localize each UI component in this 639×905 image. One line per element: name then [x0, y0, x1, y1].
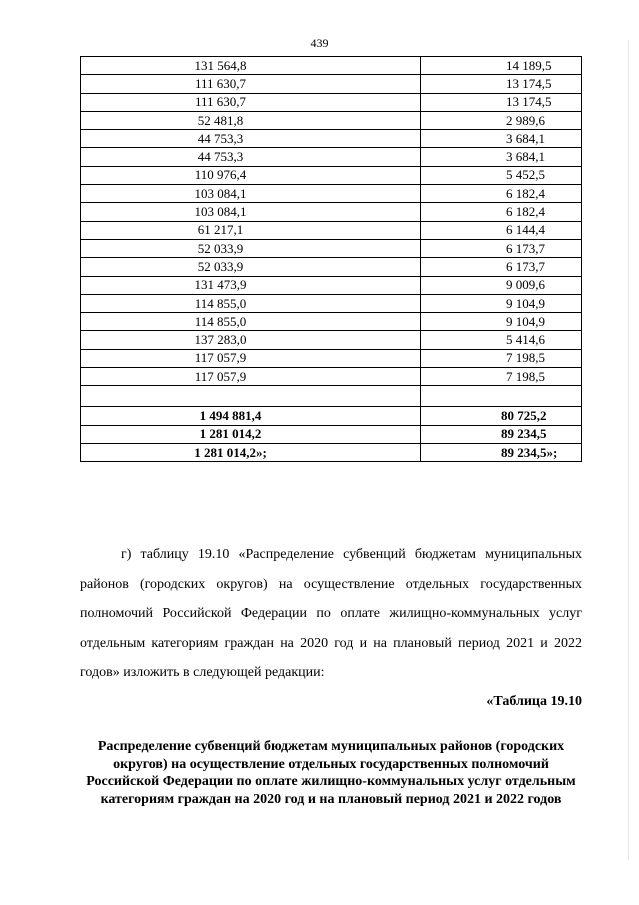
cell-amount-2021: 111 630,7: [81, 93, 421, 111]
cell-amount-2021: 131 564,8: [81, 57, 421, 75]
table-total-row: [81, 407, 582, 425]
budget-table: [80, 56, 582, 462]
cell-amount-2022: 9 104,9: [421, 294, 582, 312]
table-row: [81, 75, 582, 93]
cell-amount-2022: 13 174,5: [421, 75, 582, 93]
table-title: Распределение субвенций бюджетам муниципальных районов (городских округов) на осуществление отдельных государственных полномочий Российской Федерации по оплате жилищно-коммунальных услуг отдельным категориям граждан на 2020 год и на плановый период 2021 и 2022 годов: [86, 739, 576, 807]
cell-amount-2022: [421, 386, 582, 407]
cell-amount-2022: 7 198,5: [421, 349, 582, 367]
cell-amount-2021: 137 283,0: [81, 331, 421, 349]
cell-amount-2021: 131 473,9: [81, 276, 421, 294]
cell-amount-2022: 13 174,5: [421, 93, 582, 111]
cell-amount-2021: 52 481,8: [81, 111, 421, 129]
table-row: [81, 166, 582, 184]
table-row: [81, 294, 582, 312]
table-row: [81, 185, 582, 203]
table-row: [81, 258, 582, 276]
cell-amount-2021: 117 057,9: [81, 368, 421, 386]
cell-amount-2021: 61 217,1: [81, 221, 421, 239]
cell-amount-2022: 6 144,4: [421, 221, 582, 239]
table-row: [81, 111, 582, 129]
budget-table-body: [81, 57, 582, 462]
table-row: [81, 313, 582, 331]
cell-amount-2022: 6 173,7: [421, 258, 582, 276]
table-total-row: [81, 425, 582, 443]
page-number: 439: [310, 36, 329, 50]
table-row: [81, 203, 582, 221]
cell-amount-2021: 52 033,9: [81, 239, 421, 257]
table-row-empty: [81, 386, 582, 407]
cell-amount-2022: 6 182,4: [421, 203, 582, 221]
table-row: [81, 349, 582, 367]
cell-amount-2022: 3 684,1: [421, 130, 582, 148]
cell-amount-2021: 44 753,3: [81, 130, 421, 148]
table-row: [81, 57, 582, 75]
cell-amount-2021: 52 033,9: [81, 258, 421, 276]
cell-amount-2022: 6 182,4: [421, 185, 582, 203]
total-amount-col1: 1 281 014,2: [81, 425, 421, 443]
scan-edge-line: [628, 40, 629, 860]
table-row: [81, 331, 582, 349]
table-row: [81, 130, 582, 148]
total-amount-col2: 80 725,2: [421, 407, 582, 425]
cell-amount-2022: 2 989,6: [421, 111, 582, 129]
cell-amount-2021: 114 855,0: [81, 294, 421, 312]
cell-amount-2021: 110 976,4: [81, 166, 421, 184]
total-amount-col2: 89 234,5: [421, 425, 582, 443]
cell-amount-2021: 111 630,7: [81, 75, 421, 93]
cell-amount-2021: [81, 386, 421, 407]
cell-amount-2021: 117 057,9: [81, 349, 421, 367]
cell-amount-2022: 7 198,5: [421, 368, 582, 386]
table-caption: «Таблица 19.10: [486, 694, 582, 709]
cell-amount-2022: 9 009,6: [421, 276, 582, 294]
cell-amount-2021: 103 084,1: [81, 185, 421, 203]
table-total-row: [81, 443, 582, 461]
table-row: [81, 368, 582, 386]
cell-amount-2022: 3 684,1: [421, 148, 582, 166]
total-amount-col1: 1 281 014,2»;: [81, 443, 421, 461]
cell-amount-2022: 5 452,5: [421, 166, 582, 184]
table-row: [81, 148, 582, 166]
table-row: [81, 276, 582, 294]
cell-amount-2022: 9 104,9: [421, 313, 582, 331]
total-amount-col2: 89 234,5»;: [421, 443, 582, 461]
total-amount-col1: 1 494 881,4: [81, 407, 421, 425]
cell-amount-2022: 5 414,6: [421, 331, 582, 349]
cell-amount-2021: 114 855,0: [81, 313, 421, 331]
cell-amount-2021: 44 753,3: [81, 148, 421, 166]
cell-amount-2021: 103 084,1: [81, 203, 421, 221]
amendment-paragraph: г) таблицу 19.10 «Распределение субвенций бюджетам муниципальных районов (городских округов) на осуществление отдельных государственных полномочий Российской Федерации по оплате жилищно-коммунальных услуг отдельным категориям граждан на 2020 год и на плановый период 2021 и 2022 годов» изложить в следующей редакции:: [80, 547, 582, 680]
table-row: [81, 93, 582, 111]
table-row: [81, 239, 582, 257]
cell-amount-2022: 14 189,5: [421, 57, 582, 75]
table-row: [81, 221, 582, 239]
cell-amount-2022: 6 173,7: [421, 239, 582, 257]
